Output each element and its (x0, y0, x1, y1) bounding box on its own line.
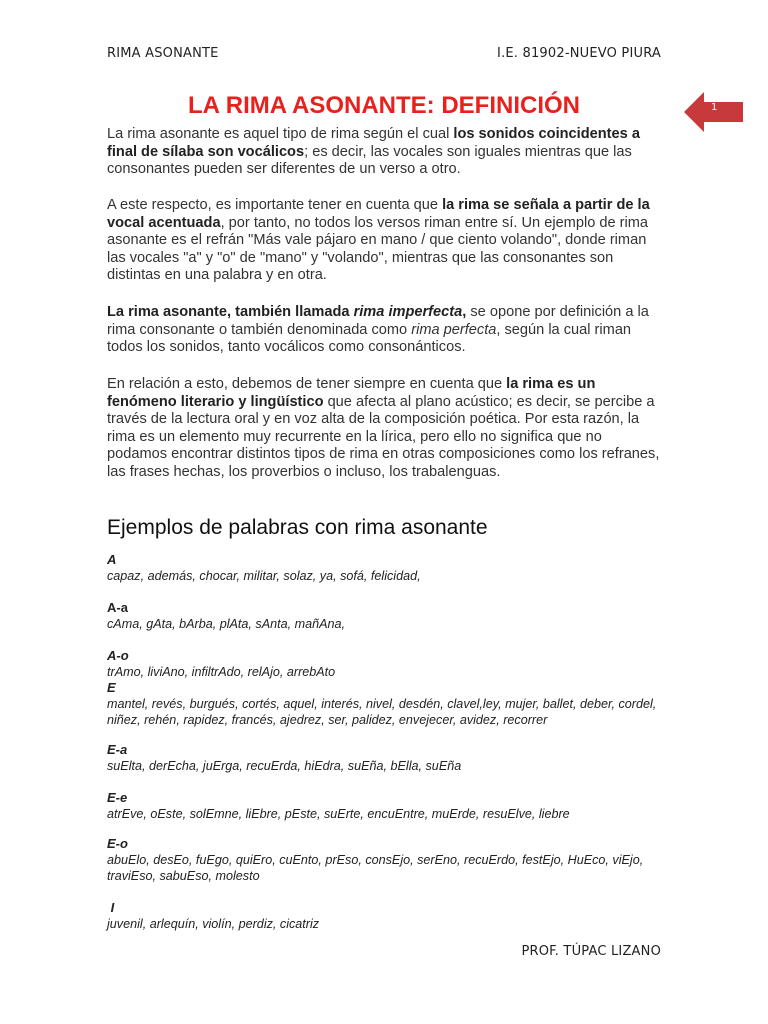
example-label: E (107, 680, 116, 695)
page-title: LA RIMA ASONANTE: DEFINICIÓN (188, 92, 580, 119)
example-group (107, 680, 667, 728)
header-right: I.E. 81902-NUEVO PIURA (497, 46, 661, 61)
p2-text-a: A este respecto, es importante tener en cuenta que (107, 197, 443, 213)
p2-bold: la rima se señala a partir de la vocal acentuada (107, 197, 650, 231)
paragraph-3 (107, 304, 663, 357)
example-words: juvenil, arlequín, violín, perdiz, cicatriz (107, 917, 320, 931)
p3-italic: rima perfecta (411, 321, 497, 338)
p3-text-f: , según la cual riman todos los sonidos, tanto vocálicos como consonánticos. (107, 321, 632, 355)
p3-bold-a: La rima asonante, también llamada (107, 304, 354, 320)
p4-text-c: que afecta al plano acústico; es decir, se percibe a través de la lectura oral y en voz alta de la composición poética. Por esta razón, la rima es un elemento muy recurrente en la lírica, pero ello no significa que no podamos encontrar distintos tipos de rima en otras composiciones como los refranes, las frases hechas, los proverbios o incluso, los trabalenguas. (107, 393, 660, 480)
p1-text-c: ; es decir, las vocales son iguales mientras que las consonantes pueden ser diferentes de un verso a otro. (107, 143, 632, 177)
example-group (107, 836, 667, 884)
p2-text-c: , por tanto, no todos los versos riman entre sí. Un ejemplo de rima asonante es el refrán "Más vale pájaro en mano / que ciento volando", donde riman las vocales "a" y "o" de "mano" y "volando", mientras que las consonantes son distintas en una palabra y en otra. (107, 214, 649, 283)
example-words: atrEve, oEste, solEmne, liEbre, pEste, suErte, encuEntre, muErde, resuElve, liebre (107, 807, 570, 821)
example-label: E-a (107, 742, 128, 757)
example-group (107, 552, 667, 584)
example-words: suElta, derEcha, juErga, recuErda, hiEdra, suEña, bElla, suEña (107, 759, 462, 773)
example-group (107, 742, 667, 774)
paragraph-2 (107, 197, 663, 285)
p4-text-a: En relación a esto, debemos de tener siempre en cuenta que (107, 376, 507, 392)
page-number: 1 (711, 102, 718, 113)
footer-author: PROF. TÚPAC LIZANO (521, 944, 661, 959)
example-label: A-o (107, 648, 129, 663)
p3-text-d: se opone por definición a la rima consonante o también denominada como (107, 304, 649, 338)
example-label: A-a (107, 600, 128, 615)
header-left: RIMA ASONANTE (107, 46, 219, 61)
example-label: A (107, 552, 117, 567)
p4-bold: la rima es un fenómeno literario y lingüístico (107, 376, 596, 410)
example-label: E-e (107, 790, 128, 805)
example-group (107, 900, 667, 932)
example-group (107, 790, 667, 822)
example-words: abuElo, desEo, fuEgo, quiEro, cuEnto, prEso, consEjo, serEno, recuErdo, festEjo, HuEco, viEjo, traviEso, sabuEso, molesto (107, 853, 644, 883)
example-label: I (110, 900, 115, 915)
paragraph-1 (107, 126, 663, 179)
example-group (107, 648, 667, 680)
p1-bold: los sonidos coincidentes a final de sílaba son vocálicos (107, 126, 640, 160)
example-words: capaz, además, chocar, militar, solaz, ya, sofá, felicidad, (107, 569, 421, 583)
examples-heading: Ejemplos de palabras con rima asonante (107, 516, 488, 539)
example-words: mantel, revés, burgués, cortés, aquel, interés, nivel, desdén, clavel,ley, mujer, ballet, deber, cordel, niñez, rehén, rapidez, francés, ajedrez, ser, palidez, envejecer, avidez, recorrer (107, 697, 657, 727)
example-label: E-o (107, 836, 128, 851)
paragraph-4 (107, 376, 663, 481)
example-group (107, 600, 667, 632)
p3-bold-comma: , (462, 304, 467, 320)
example-words: trAmo, liviAno, infiltrAdo, relAjo, arrebAto (107, 665, 336, 679)
p1-text-a: La rima asonante es aquel tipo de rima según el cual (107, 126, 454, 142)
example-words: cAma, gAta, bArba, plAta, sAnta, mañAna, (107, 617, 346, 631)
p3-bold-italic: rima imperfecta (353, 304, 463, 320)
